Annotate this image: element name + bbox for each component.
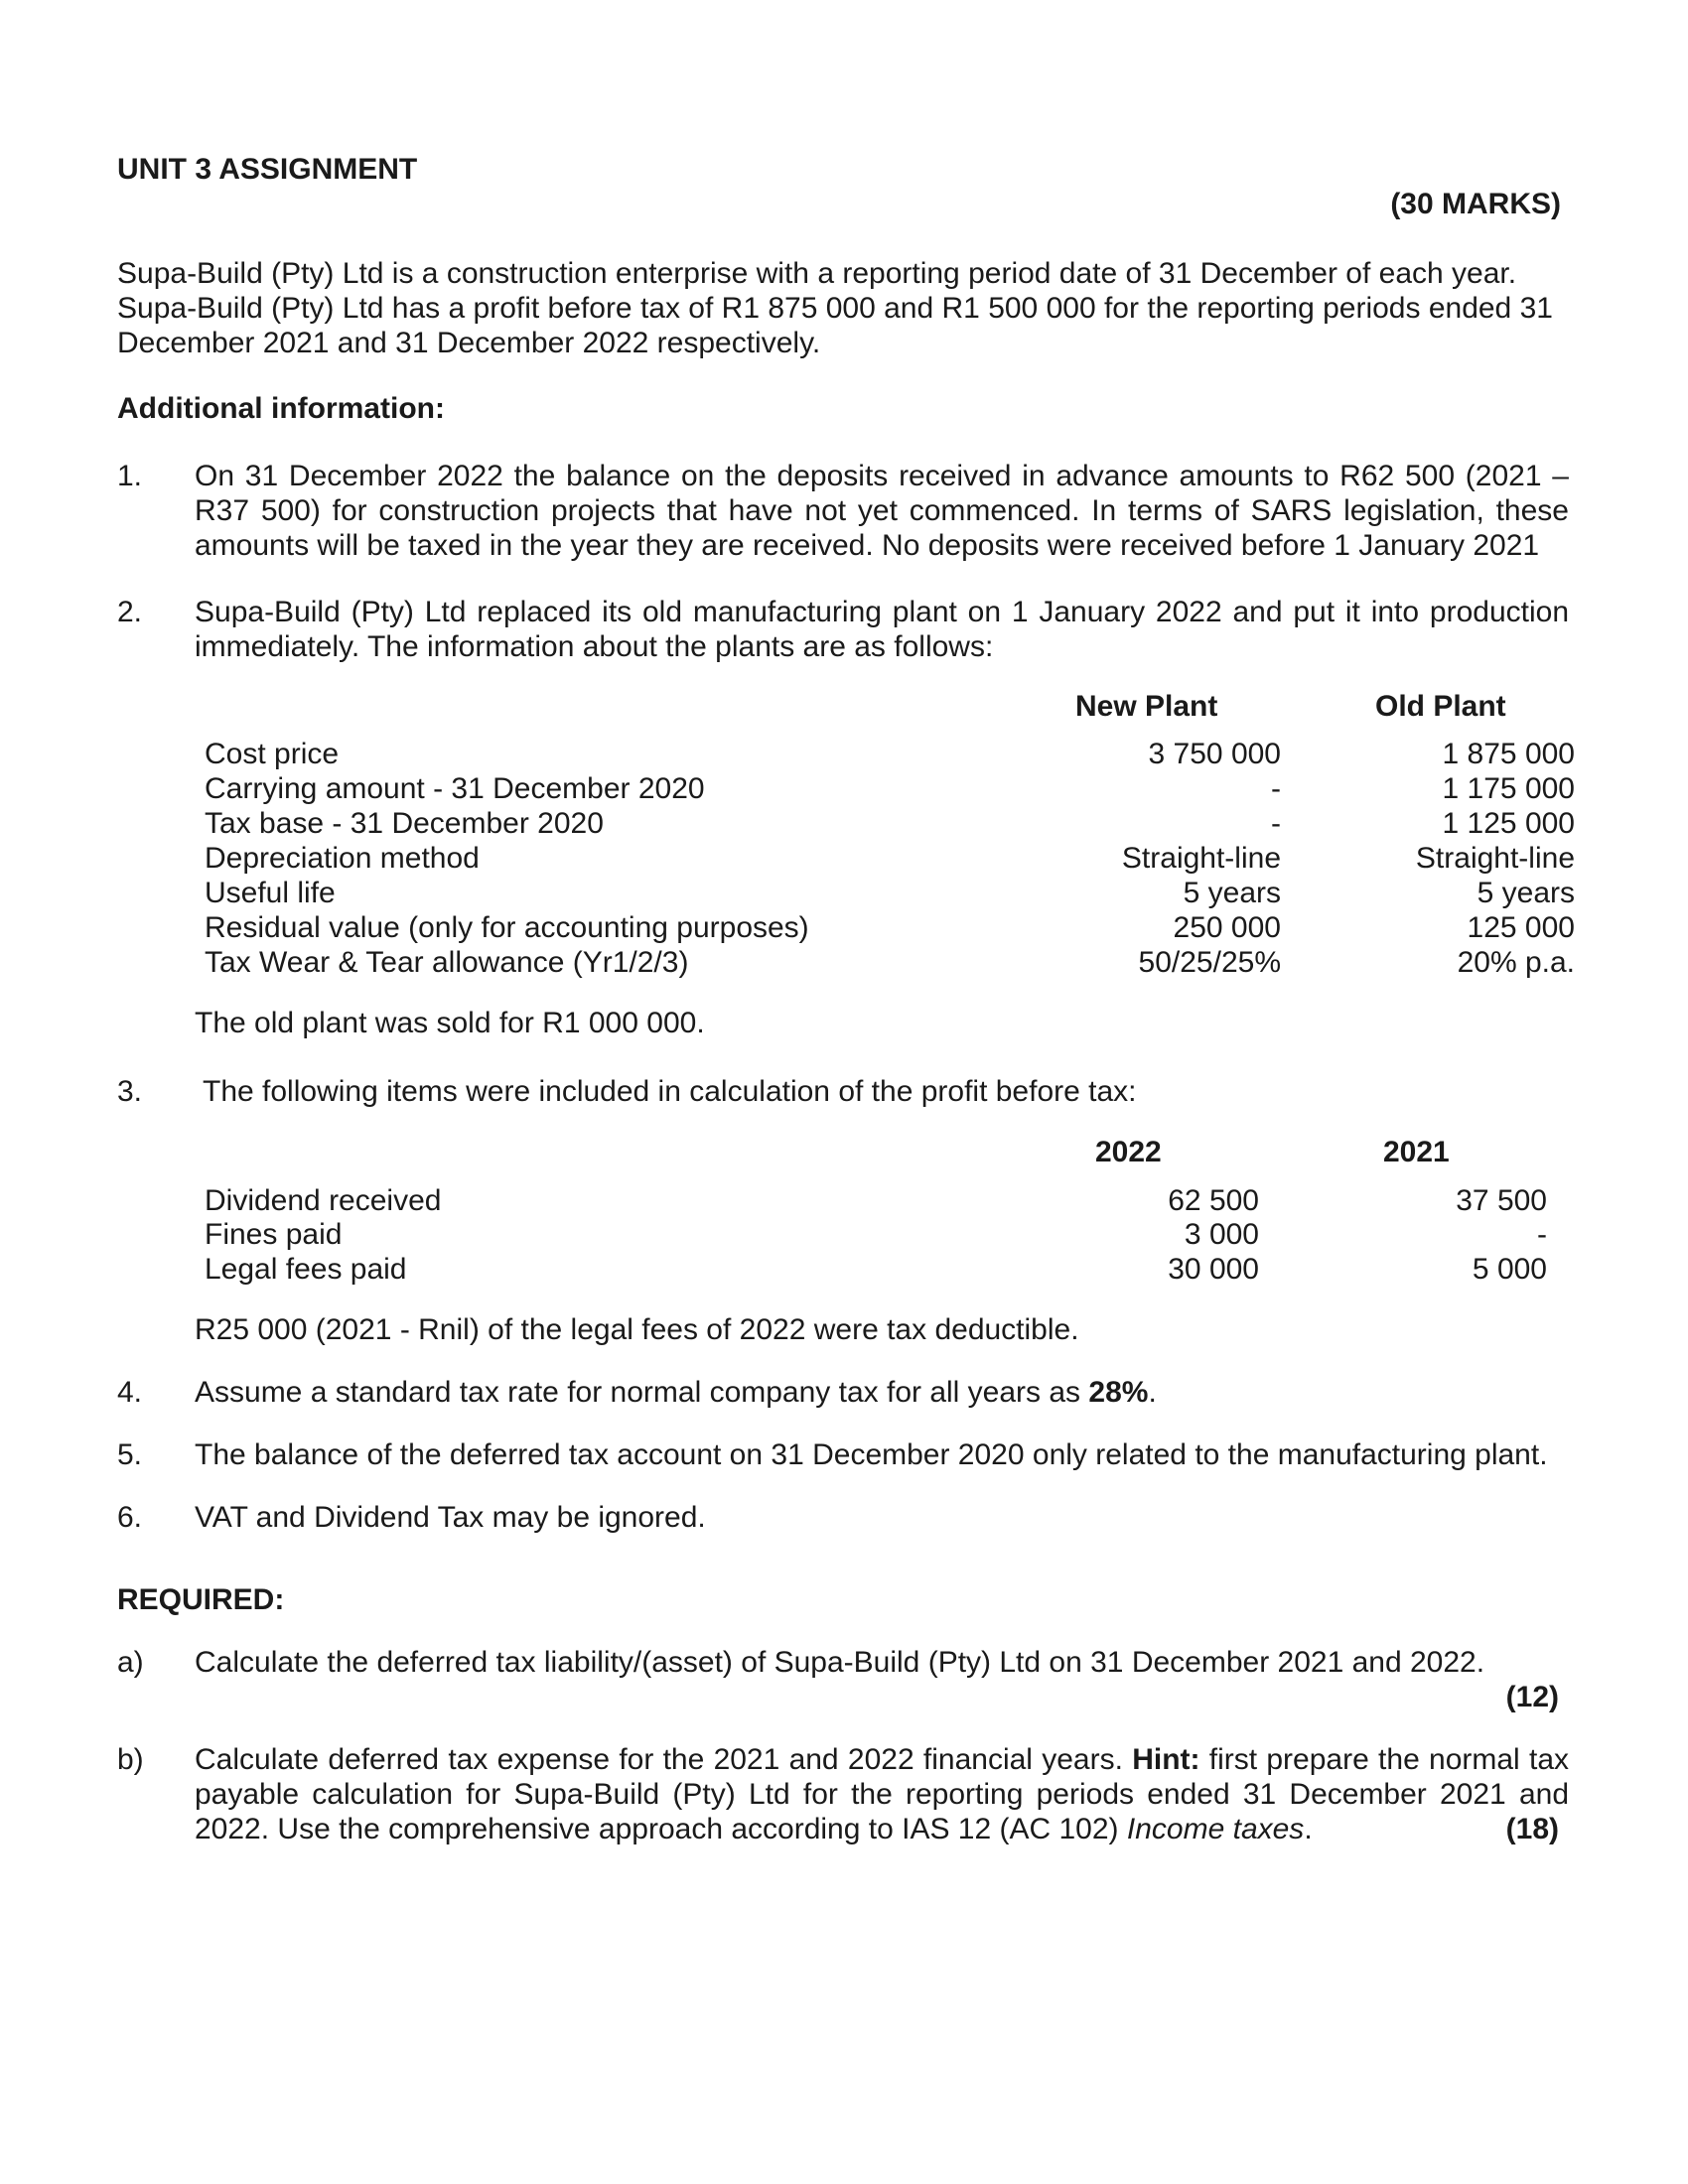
question-b-line: payable calculation for Supa-Build (Pty) Ltd for the reporting periods ended 31 December 2021 and [195,1778,1569,1811]
intro-line: December 2021 and 31 December 2022 respectively. [117,327,821,359]
items-row-2021: 37 500 [1456,1184,1547,1217]
item-number: 5. [117,1438,143,1471]
item-line: Supa-Build (Pty) Ltd replaced its old manufacturing plant on 1 January 2022 and put it into production [195,596,1569,628]
question-b-marks: (18) [1505,1813,1559,1845]
intro-line: Supa-Build (Pty) Ltd is a construction enterprise with a reporting period date of 31 December of each year. [117,257,1517,290]
item-line: immediately. The information about the plants are as follows: [195,630,994,663]
tax-rate: 28% [1088,1376,1149,1409]
question-b-line1-after: first prepare the normal tax [1199,1743,1569,1776]
plant-row-old: 5 years [1477,877,1575,909]
question-a-text: Calculate the deferred tax liability/(asset) of Supa-Build (Pty) Ltd on 31 December 2021 and 2022. [195,1646,1485,1679]
standard-title: Income taxes [1126,1813,1305,1845]
item-number: 6. [117,1501,143,1534]
plant-row-new: 250 000 [1173,911,1281,944]
question-label: b) [117,1743,144,1776]
plant-row-old: 1 875 000 [1442,738,1575,770]
plant-row-new: 5 years [1183,877,1281,909]
question-b-line1-before: Calculate deferred tax expense for the 2021 and 2022 financial years. [195,1743,1133,1776]
question-b-text [195,1742,1569,1846]
item-3-text: The following items were included in calculation of the profit before tax: [203,1075,1137,1108]
col-header-2022: 2022 [1095,1136,1162,1168]
plant-row-new: 3 750 000 [1148,738,1281,770]
required-heading: REQUIRED: [117,1583,285,1616]
plant-row-label: Tax base - 31 December 2020 [205,807,604,840]
additional-info-heading: Additional information: [117,392,445,425]
question-a-marks: (12) [1505,1681,1559,1713]
item-number: 3. [117,1075,143,1108]
plant-row-old: 1 175 000 [1442,772,1575,805]
question-b-line [195,1812,1569,1846]
col-header-new-plant: New Plant [1075,690,1218,723]
item-4-text-after: . [1148,1376,1157,1409]
item-number: 1. [117,460,143,492]
items-row-2021: - [1537,1218,1547,1251]
items-row-label: Dividend received [205,1184,442,1217]
item-line: R37 500) for construction projects that have not yet commenced. In terms of SARS legislation, these [195,494,1569,527]
plant-row-label: Useful life [205,877,336,909]
plant-row-new: Straight-line [1121,842,1281,875]
question-label: a) [117,1646,144,1679]
plant-row-label: Depreciation method [205,842,480,875]
plant-row-old: Straight-line [1415,842,1575,875]
col-header-old-plant: Old Plant [1375,690,1506,723]
intro-line: Supa-Build (Pty) Ltd has a profit before tax of R1 875 000 and R1 500 000 for the reporting periods ended 31 [117,292,1553,325]
items-row-label: Fines paid [205,1218,343,1251]
items-row-2022: 3 000 [1184,1218,1259,1251]
page-title: UNIT 3 ASSIGNMENT [117,153,418,186]
item-4-text [195,1375,1157,1410]
plant-row-label: Tax Wear & Tear allowance (Yr1/2/3) [205,946,689,979]
item-line: On 31 December 2022 the balance on the deposits received in advance amounts to R62 500 (2021 – [195,460,1569,492]
plant-row-old: 1 125 000 [1442,807,1575,840]
intro-paragraph [117,256,1567,360]
plant-row-label: Cost price [205,738,340,770]
item-number: 4. [117,1376,143,1409]
items-row-2022: 30 000 [1168,1253,1259,1286]
items-row-2021: 5 000 [1472,1253,1547,1286]
item-2-paragraph [195,595,1569,664]
item-number: 2. [117,596,143,628]
item-1-paragraph [195,459,1569,563]
items-row-2022: 62 500 [1168,1184,1259,1217]
plant-row-new: 50/25/25% [1138,946,1281,979]
question-b-line [195,1742,1569,1777]
total-marks: (30 MARKS) [1390,188,1561,220]
question-b-line3-before: 2022. Use the comprehensive approach according to IAS 12 (AC 102) [195,1813,1127,1845]
plant-row-old: 20% p.a. [1457,946,1575,979]
hint-label: Hint: [1132,1743,1200,1776]
col-header-2021: 2021 [1383,1136,1450,1168]
old-plant-note: The old plant was sold for R1 000 000. [195,1007,705,1039]
plant-row-label: Carrying amount - 31 December 2020 [205,772,705,805]
item-line: amounts will be taxed in the year they are received. No deposits were received before 1 January 2021 [195,529,1540,562]
item-5-text: The balance of the deferred tax account on 31 December 2020 only related to the manufacturing plant. [195,1438,1548,1471]
plant-row-new: - [1271,807,1281,840]
plant-row-label: Residual value (only for accounting purposes) [205,911,809,944]
question-b-line3-after: . [1304,1813,1313,1845]
legal-fees-note: R25 000 (2021 - Rnil) of the legal fees of 2022 were tax deductible. [195,1313,1079,1346]
plant-row-new: - [1271,772,1281,805]
item-4-text-before: Assume a standard tax rate for normal company tax for all years as [195,1376,1089,1409]
items-row-label: Legal fees paid [205,1253,407,1286]
plant-row-old: 125 000 [1467,911,1575,944]
item-6-text: VAT and Dividend Tax may be ignored. [195,1501,706,1534]
